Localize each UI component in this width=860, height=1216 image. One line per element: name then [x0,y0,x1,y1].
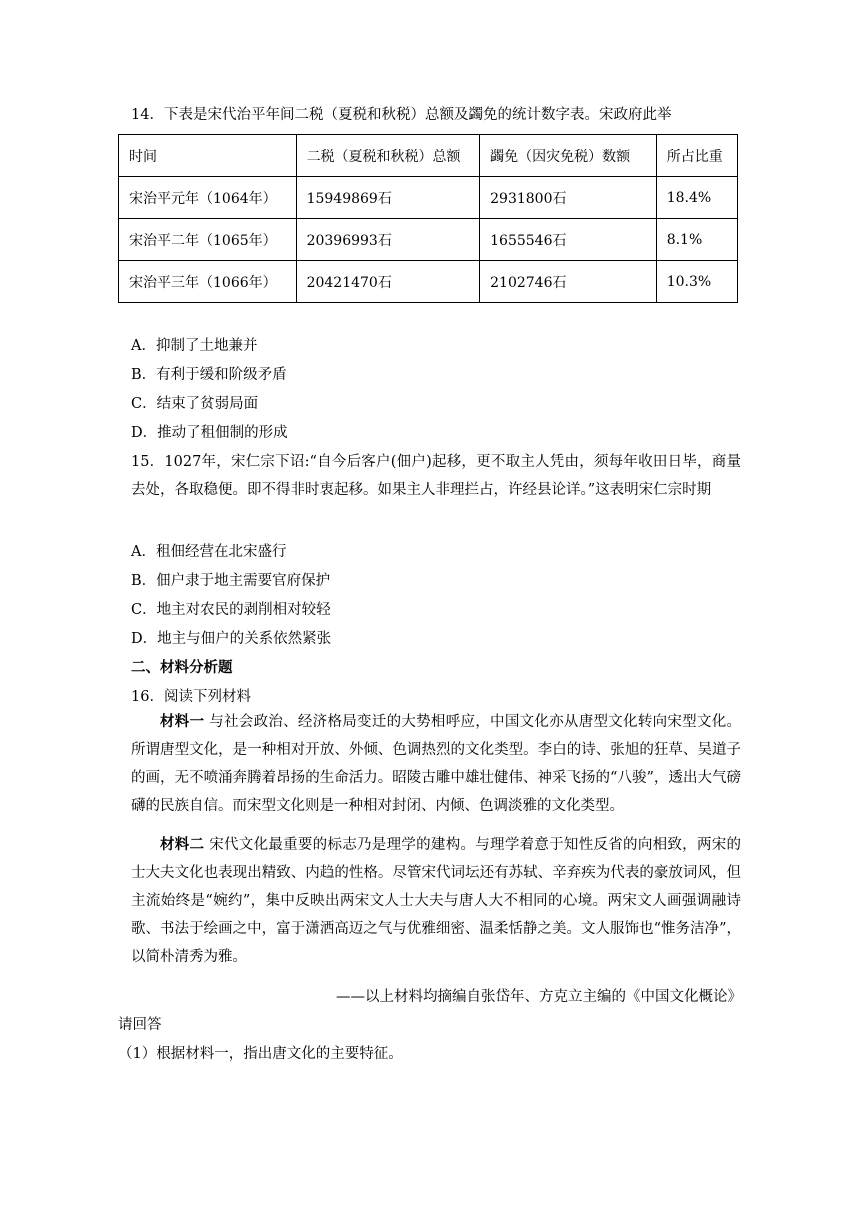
q14-option-b: B．有利于缓和阶级矛盾 [131,367,287,383]
q15-option-c: C．地主对农民的剥削相对较轻 [131,602,331,618]
table-header-row [119,135,738,177]
material-source: ——以上材料均摘编自张岱年、方克立主编的《中国文化概论》 [336,989,742,1005]
table-cell: 2102746石 [480,261,657,303]
table-cell: 宋治平二年（1065年） [119,219,297,261]
material-1-text: 与社会政治、经济格局变迁的大势相呼应，中国文化亦从唐型文化转向宋型文化。所谓唐型文化，是一种相对开放、外倾、色调热烈的文化类型。李白的诗、张旭的狂草、吴道子的画，无不喷涌奔腾着昂扬的生命活力。昭陵古雕中雄壮健伟、神采飞扬的“八骏”，透出大气磅礴的民族自信。而宋型文化则是一种相对封闭、内倾、色调淡雅的文化类型。 [131,714,742,814]
table-row [119,219,738,261]
q14-option-c: C．结束了贫弱局面 [131,396,259,412]
table-cell: 宋治平元年（1064年） [119,177,297,219]
material-1-label: 材料一 [160,714,205,730]
q14-stem: 14．下表是宋代治平年间二税（夏税和秋税）总额及蠲免的统计数字表。宋政府此举 [131,107,672,123]
table-row [119,177,738,219]
table-header-cell: 蠲免（因灾免税）数额 [480,135,657,177]
q15-stem: 15．1027年，宋仁宗下诏:“自今后客户(佃户)起移，更不取主人凭由，须每年收田日毕，商量去处，各取稳便。即不得非时衷起移。如果主人非理拦占，许经县论详。”这表明宋仁宗时期 [131,454,741,498]
table-cell: 10.3% [656,261,737,303]
q15-option-d: D．地主与佃户的关系依然紧张 [131,631,332,647]
table-row [119,261,738,303]
q14-option-a: A．抑制了土地兼并 [131,338,258,354]
table-cell: 20396993石 [296,219,480,261]
table-cell: 15949869石 [296,177,480,219]
table-header-cell: 时间 [119,135,297,177]
q15-option-b: B．佃户隶于地主需要官府保护 [131,573,331,589]
table-cell: 2931800石 [480,177,657,219]
q16-intro: 16．阅读下列材料 [131,689,251,705]
sub-question-1: （1）根据材料一，指出唐文化的主要特征。 [118,1046,403,1062]
table-cell: 18.4% [656,177,737,219]
material-2-text: 宋代文化最重要的标志乃是理学的建构。与理学着意于知性反省的向相致，两宋的士大夫文化也表现出精致、内趋的性格。尽管宋代词坛还有苏轼、辛弃疾为代表的豪放词风，但主流始终是“婉约”，集中反映出两宋文人士大夫与唐人大不相同的心境。两宋文人画强调融诗歌、书法于绘画之中，富于潇洒高迈之气与优雅细密、温柔恬静之美。文人服饰也“惟务洁净”，以简朴清秀为雅。 [131,837,742,965]
q14-option-d: D．推动了租佃制的形成 [131,425,288,441]
answer-prompt: 请回答 [118,1017,162,1033]
material-1 [131,708,741,820]
table-cell: 8.1% [656,219,737,261]
section-title: 二、材料分析题 [131,660,233,676]
table-header-cell: 二税（夏税和秋税）总额 [296,135,480,177]
table-header-cell: 所占比重 [656,135,737,177]
material-2 [131,831,741,971]
table-cell: 20421470石 [296,261,480,303]
table-cell: 1655546石 [480,219,657,261]
material-2-label: 材料二 [160,837,205,853]
q15-option-a: A．租佃经营在北宋盛行 [131,544,287,560]
tax-statistics-table [118,134,738,303]
table-cell: 宋治平三年（1066年） [119,261,297,303]
